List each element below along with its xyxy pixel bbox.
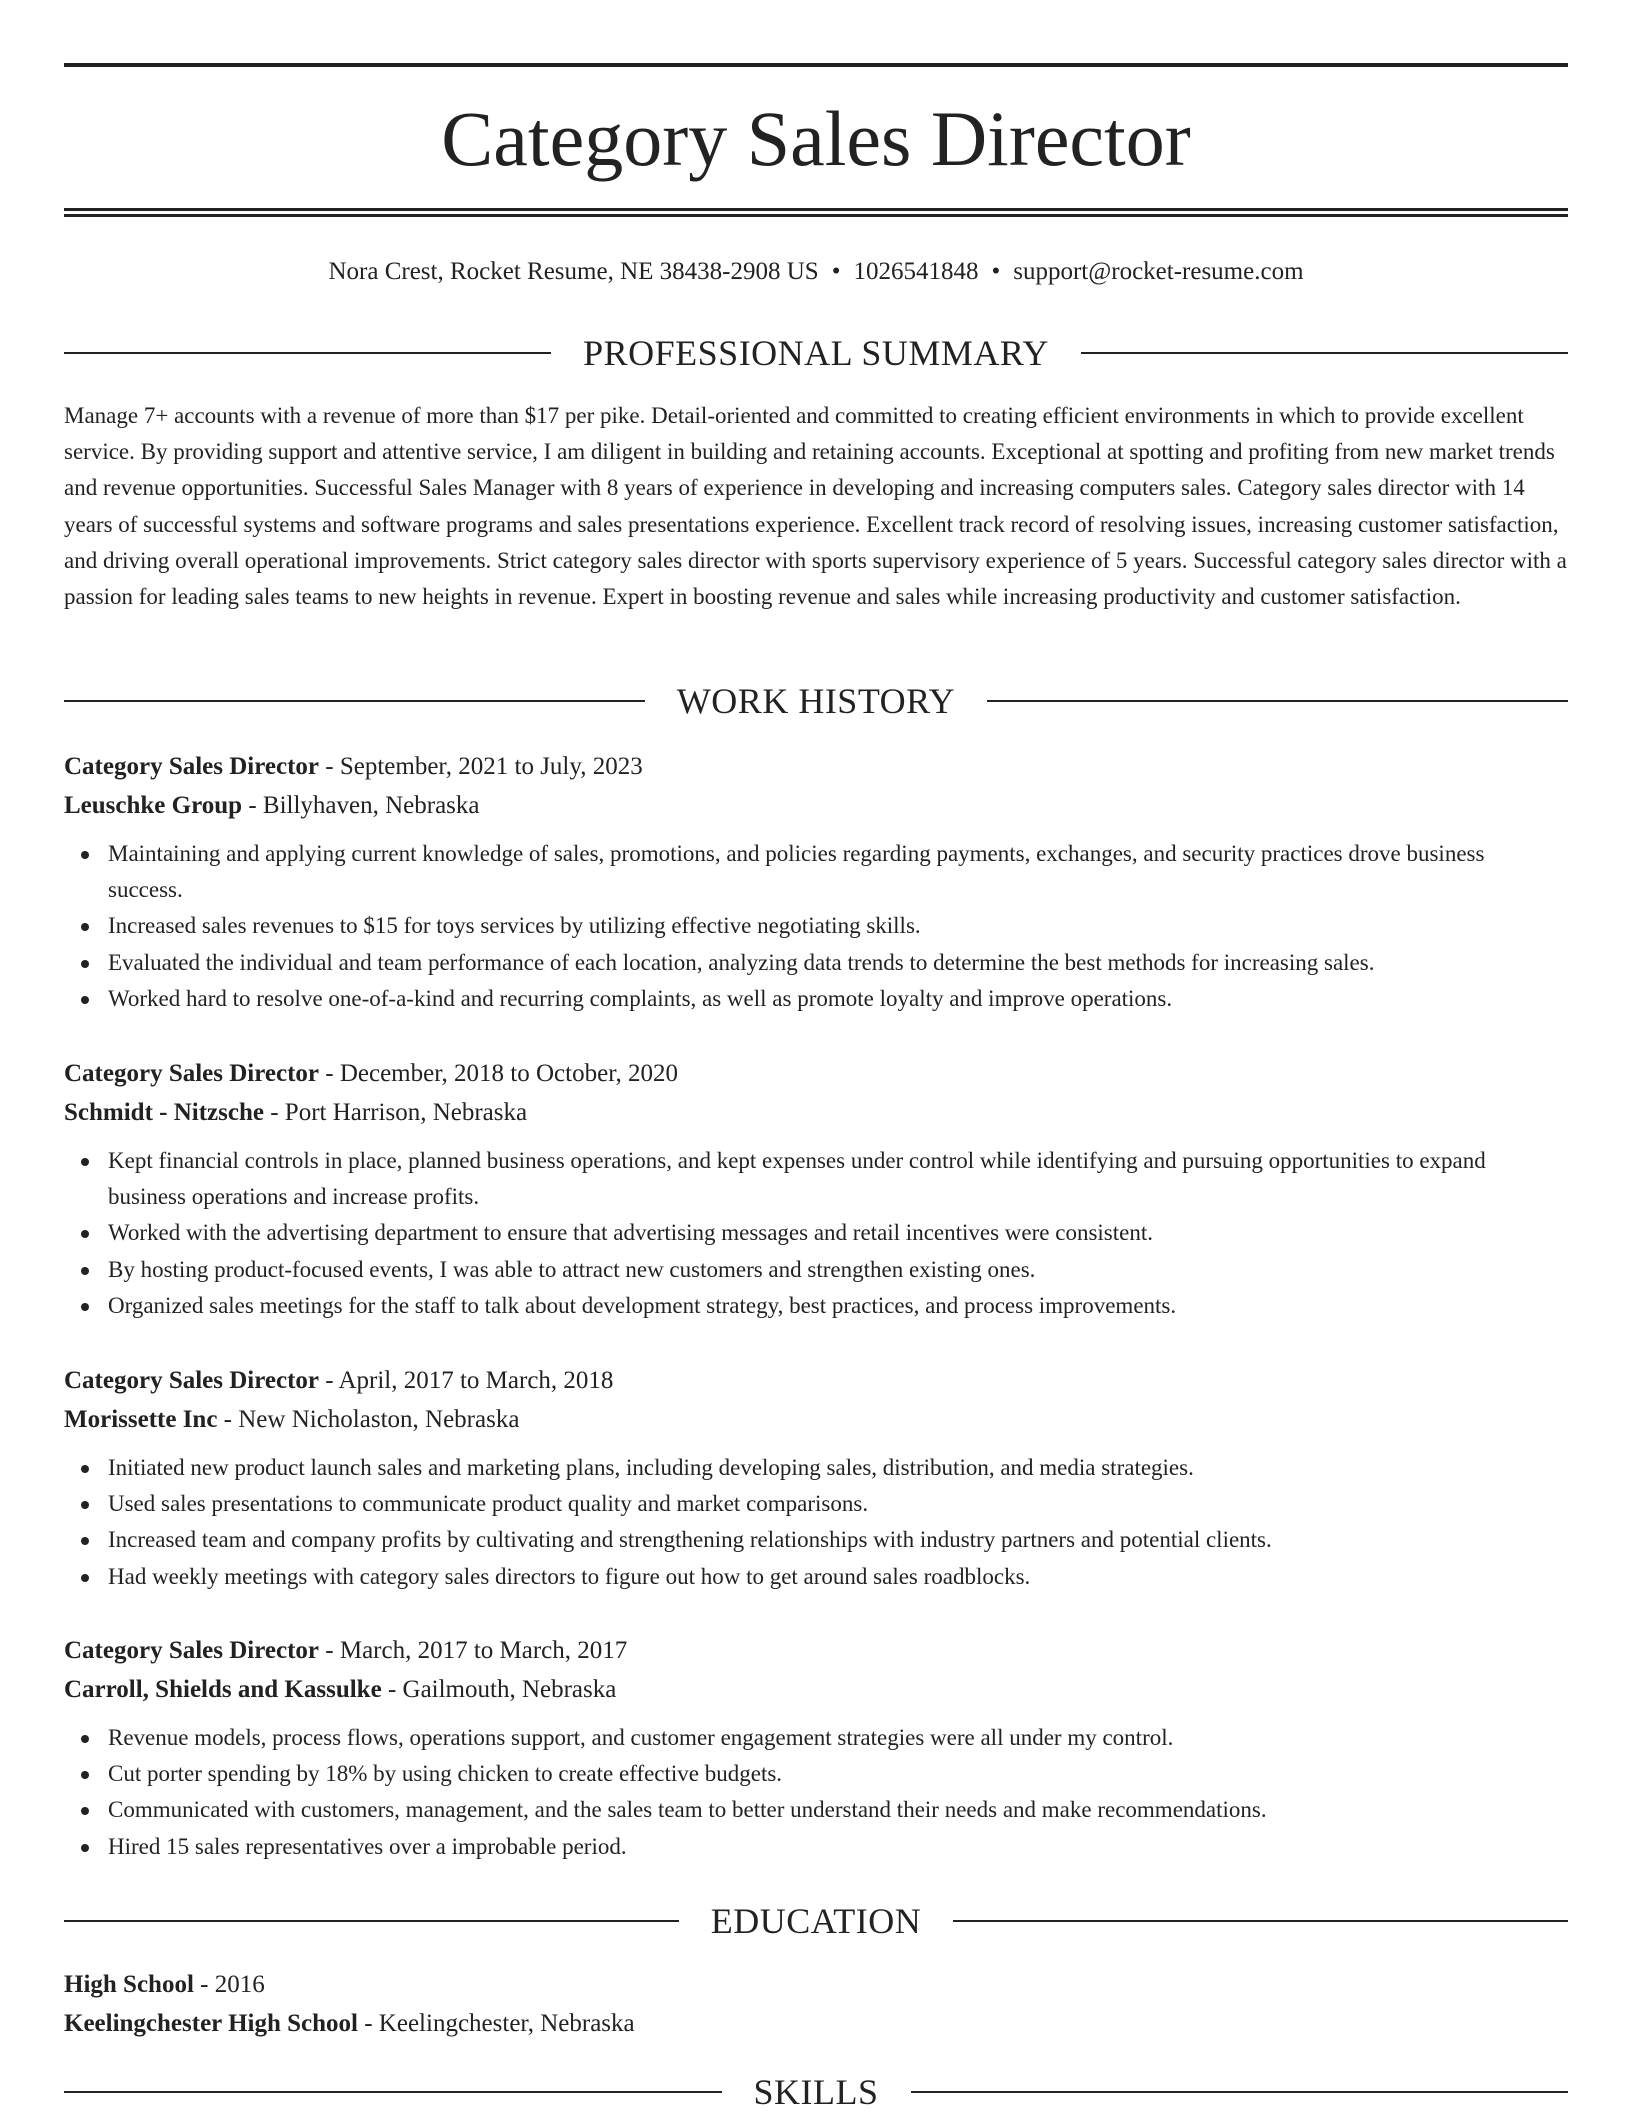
job-role: Category Sales Director bbox=[64, 753, 320, 780]
job-bullet: Maintaining and applying current knowledge of sales, promotions, and policies regarding payments, exchanges, and security practices drove business success. bbox=[108, 836, 1568, 908]
job-location: - Gailmouth, Nebraska bbox=[387, 1676, 617, 1703]
education-heading-label: EDUCATION bbox=[710, 1901, 922, 1941]
job-entry bbox=[64, 1631, 1568, 1865]
job-company-line bbox=[64, 1670, 1568, 1709]
top-rule bbox=[64, 63, 1568, 67]
job-bullet: Cut porter spending by 18% by using chicken to create effective budgets. bbox=[108, 1756, 1568, 1792]
heading-rule-right bbox=[953, 1920, 1568, 1922]
job-location: - New Nicholaston, Nebraska bbox=[223, 1406, 520, 1433]
job-dates: - April, 2017 to March, 2018 bbox=[325, 1367, 614, 1394]
job-bullet: Worked hard to resolve one-of-a-kind and recurring complaints, as well as promote loyalty and improve operations. bbox=[108, 981, 1568, 1017]
education-degree: High School bbox=[64, 1971, 194, 1998]
heading-rule-right bbox=[911, 2091, 1569, 2093]
job-entry bbox=[64, 1054, 1568, 1324]
heading-rule-left bbox=[64, 352, 551, 354]
summary-heading bbox=[64, 331, 1568, 375]
job-location: - Billyhaven, Nebraska bbox=[248, 792, 480, 819]
job-location: - Port Harrison, Nebraska bbox=[270, 1099, 528, 1126]
job-title-line bbox=[64, 747, 1568, 786]
job-company: Schmidt - Nitzsche bbox=[64, 1099, 264, 1126]
job-bullet: Increased sales revenues to $15 for toys services by utilizing effective negotiating skills. bbox=[108, 908, 1568, 944]
job-bullet: Revenue models, process flows, operations support, and customer engagement strategies were all under my control. bbox=[108, 1720, 1568, 1756]
job-company-line bbox=[64, 1400, 1568, 1439]
job-bullet: Initiated new product launch sales and marketing plans, including developing sales, distribution, and media strategies. bbox=[108, 1450, 1568, 1486]
job-dates: - December, 2018 to October, 2020 bbox=[325, 1060, 679, 1087]
job-title-line bbox=[64, 1631, 1568, 1670]
job-company: Leuschke Group bbox=[64, 792, 243, 819]
heading-rule-left bbox=[64, 700, 645, 702]
job-bullets bbox=[64, 1720, 1568, 1865]
job-bullet: Had weekly meetings with category sales directors to figure out how to get around sales roadblocks. bbox=[108, 1559, 1568, 1595]
job-bullets bbox=[64, 1450, 1568, 1595]
title-double-rule bbox=[64, 208, 1568, 217]
job-company-line bbox=[64, 786, 1568, 825]
heading-rule-left bbox=[64, 1920, 679, 1922]
education-entry bbox=[64, 1965, 1568, 2043]
education-year: - 2016 bbox=[200, 1971, 265, 1998]
education-heading bbox=[64, 1899, 1568, 1943]
work-history-heading bbox=[64, 679, 1568, 723]
job-company: Carroll, Shields and Kassulke bbox=[64, 1676, 382, 1703]
job-role: Category Sales Director bbox=[64, 1060, 320, 1087]
skills-heading bbox=[64, 2070, 1568, 2114]
job-role: Category Sales Director bbox=[64, 1367, 320, 1394]
job-bullet: Worked with the advertising department to ensure that advertising messages and retail incentives were consistent. bbox=[108, 1215, 1568, 1251]
job-bullet: Kept financial controls in place, planned business operations, and kept expenses under control while identifying and pursuing opportunities to expand business operations and increase profits. bbox=[108, 1143, 1568, 1215]
contact-separator: • bbox=[831, 258, 841, 285]
job-bullet: Used sales presentations to communicate product quality and market comparisons. bbox=[108, 1486, 1568, 1522]
education-location: - Keelingchester, Nebraska bbox=[364, 2010, 635, 2037]
contact-address: Nora Crest, Rocket Resume, NE 38438-2908 US bbox=[328, 258, 819, 285]
job-bullet: Increased team and company profits by cultivating and strengthening relationships with industry partners and potential clients. bbox=[108, 1522, 1568, 1558]
contact-phone: 1026541848 bbox=[853, 258, 979, 285]
education-degree-line bbox=[64, 1965, 1568, 2004]
resume-title: Category Sales Director bbox=[441, 95, 1191, 182]
summary-text: Manage 7+ accounts with a revenue of more than $17 per pike. Detail-oriented and committed to creating efficient environments in which to provide excellent service. By providing support and attentive service, I am diligent in building and retaining accounts. Exceptional at spotting and profiting from new market trends and revenue opportunities. Successful Sales Manager with 8 years of experience in developing and increasing computers sales. Category sales director with 14 years of successful systems and software programs and sales presentations experience. Excellent track record of resolving issues, increasing customer satisfaction, and driving overall operational improvements. Strict category sales director with sports supervisory experience of 5 years. Successful category sales director with a passion for leading sales teams to new heights in revenue. Expert in boosting revenue and sales while increasing productivity and customer satisfaction. bbox=[64, 403, 1567, 610]
contact-email[interactable]: support@rocket-resume.com bbox=[1013, 258, 1304, 285]
job-dates: - March, 2017 to March, 2017 bbox=[325, 1637, 628, 1664]
heading-rule-right bbox=[987, 700, 1568, 702]
work-history-heading-label: WORK HISTORY bbox=[676, 681, 956, 721]
job-bullet: Hired 15 sales representatives over a improbable period. bbox=[108, 1829, 1568, 1865]
contact-separator: • bbox=[991, 258, 1001, 285]
job-company-line bbox=[64, 1093, 1568, 1132]
summary-heading-label: PROFESSIONAL SUMMARY bbox=[583, 333, 1049, 373]
job-dates: - September, 2021 to July, 2023 bbox=[325, 753, 643, 780]
job-bullet: Organized sales meetings for the staff to talk about development strategy, best practices, and process improvements. bbox=[108, 1288, 1568, 1324]
heading-rule-right bbox=[1081, 352, 1568, 354]
job-role: Category Sales Director bbox=[64, 1637, 320, 1664]
job-company: Morissette Inc bbox=[64, 1406, 218, 1433]
job-title-line bbox=[64, 1361, 1568, 1400]
job-entry bbox=[64, 747, 1568, 1017]
job-title-line bbox=[64, 1054, 1568, 1093]
job-bullet: Communicated with customers, management, and the sales team to better understand their needs and make recommendations. bbox=[108, 1792, 1568, 1828]
job-entry bbox=[64, 1361, 1568, 1595]
job-bullets bbox=[64, 1143, 1568, 1324]
job-bullet: By hosting product-focused events, I was able to attract new customers and strengthen existing ones. bbox=[108, 1252, 1568, 1288]
heading-rule-left bbox=[64, 2091, 722, 2093]
education-school: Keelingchester High School bbox=[64, 2010, 358, 2037]
job-bullet: Evaluated the individual and team performance of each location, analyzing data trends to determine the best methods for increasing sales. bbox=[108, 945, 1568, 981]
education-school-line bbox=[64, 2004, 1568, 2043]
contact-line bbox=[64, 254, 1568, 290]
skills-heading-label: SKILLS bbox=[753, 2072, 879, 2112]
job-bullets bbox=[64, 836, 1568, 1017]
